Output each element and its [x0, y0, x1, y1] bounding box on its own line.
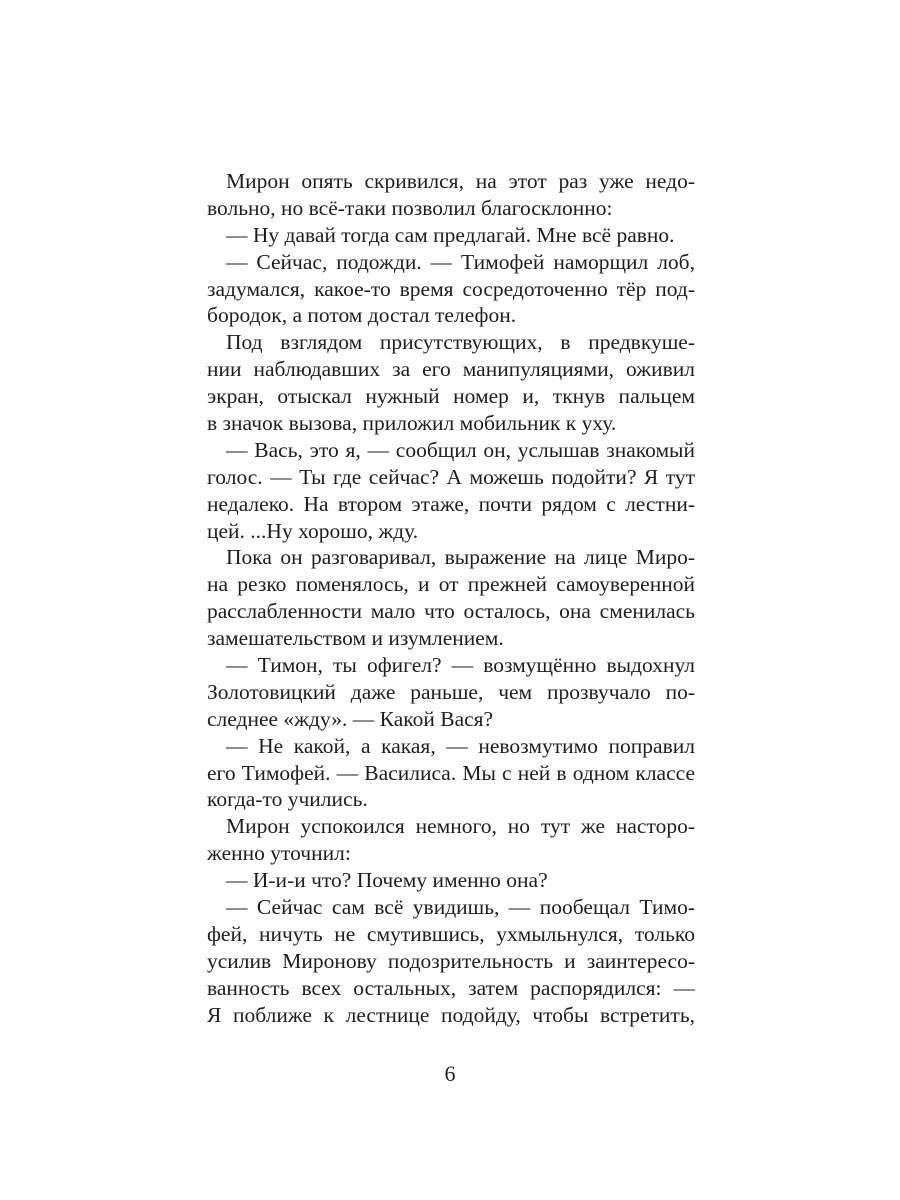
text-line: задумался, какое-то время сосредоточенно тёр под-	[207, 276, 695, 301]
text-line: Я поближе к лестнице подойду, чтобы встретить,	[207, 1002, 695, 1027]
text-line: Под взглядом присутствующих, в предвкуше-	[226, 330, 695, 355]
body-text	[207, 168, 695, 1029]
text-line: ванность всех остальных, затем распорядился: —	[207, 975, 695, 1000]
page-number: 6	[444, 1061, 456, 1086]
text-line: усилив Миронову подозрительность и заинтересо-	[207, 948, 695, 973]
text-line: когда-то учились.	[207, 787, 368, 812]
text-line: — И-и-и что? Почему именно она?	[226, 868, 548, 893]
text-line: — Не какой, а какая, — невозмутимо поправил	[226, 733, 695, 758]
text-line: на резко поменялось, и от прежней самоуверенной	[207, 572, 695, 597]
text-line: экран, отыскал нужный номер и, ткнув пальцем	[207, 384, 695, 409]
text-line: — Тимон, ты офигел? — возмущённо выдохнул	[226, 653, 695, 678]
text-line: в значок вызова, приложил мобильник к уху.	[207, 411, 617, 436]
text-line: — Сейчас сам всё увидишь, — пообещал Тимо-	[226, 895, 695, 920]
text-line: недалеко. На втором этаже, почти рядом с лестни-	[207, 491, 695, 516]
text-line: цей. ...Ну хорошо, жду.	[207, 518, 419, 543]
text-line: Мирон успокоился немного, но тут же насторо-	[226, 814, 695, 839]
text-line: следнее «жду». — Какой Вася?	[207, 706, 494, 731]
text-line: нии наблюдавших за его манипуляциями, оживил	[207, 357, 695, 382]
text-line: Пока он разговаривал, выражение на лице Миро-	[226, 545, 695, 570]
text-line: Мирон опять скривился, на этот раз уже недо-	[226, 169, 695, 193]
text-line: вольно, но всё-таки позволил благосклонно:	[207, 195, 613, 220]
text-line: Золотовицкий даже раньше, чем прозвучало по-	[207, 679, 695, 704]
text-line: женно уточнил:	[207, 841, 351, 866]
text-line: — Ну давай тогда сам предлагай. Мне всё равно.	[226, 222, 675, 247]
text-line: его Тимофей. — Василиса. Мы с ней в одном классе	[207, 760, 695, 785]
text-line: — Сейчас, подожди. — Тимофей наморщил лоб,	[226, 249, 695, 274]
text-line: замешательством и изумлением.	[207, 626, 504, 651]
text-line: — Вась, это я, — сообщил он, услышав знакомый	[226, 437, 695, 462]
text-line: фей, ничуть не смутившись, ухмыльнулся, только	[207, 921, 695, 946]
text-line: голос. — Ты где сейчас? А можешь подойти? Я тут	[207, 464, 695, 489]
text-line: бородок, а потом достал телефон.	[207, 303, 517, 328]
text-line: расслабленности мало что осталось, она сменилась	[207, 599, 695, 624]
